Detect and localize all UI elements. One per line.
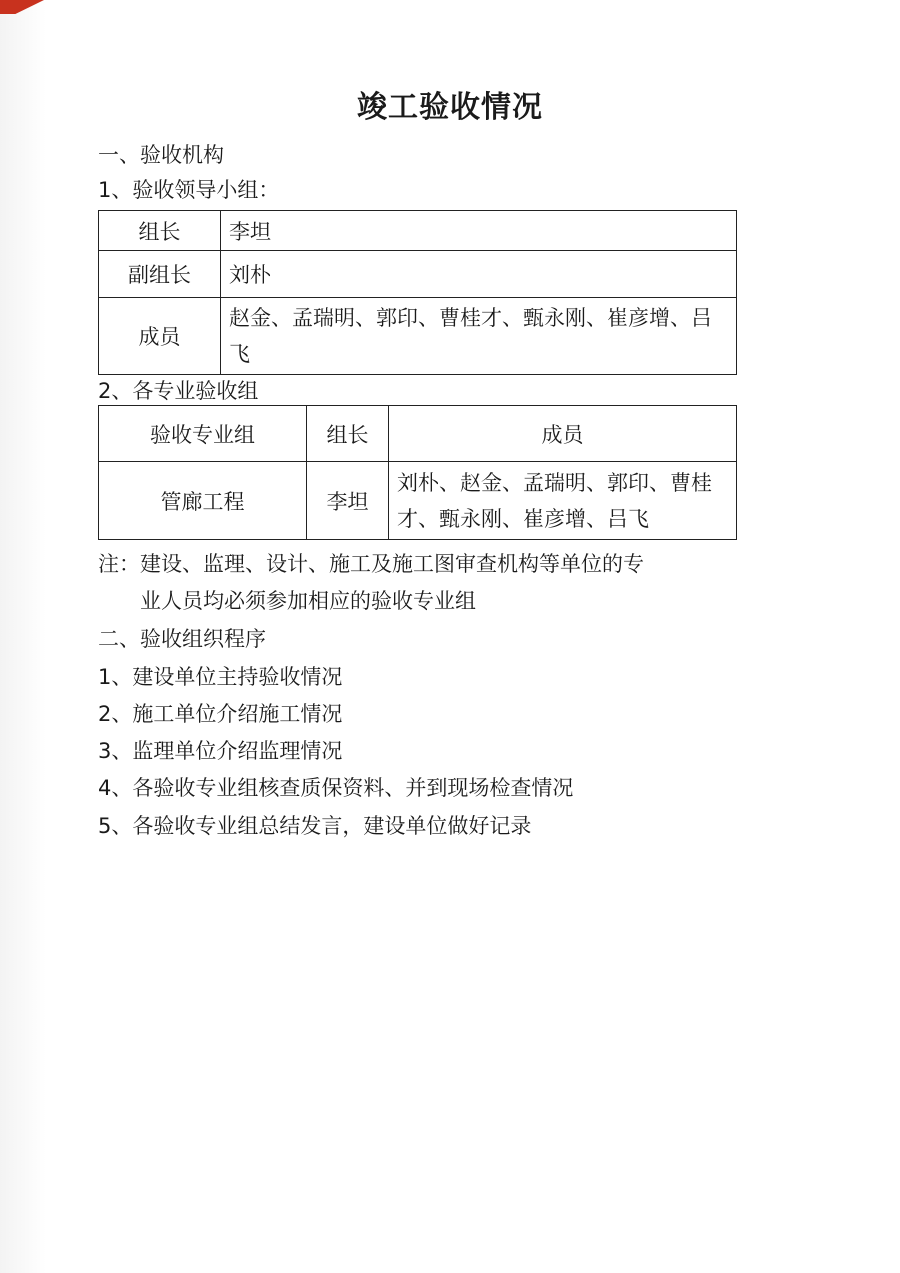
table-row — [99, 462, 737, 540]
names-cell: 李坦 — [221, 211, 737, 251]
note-line-1: 注：建设、监理、设计、施工及施工图审查机构等单位的专 — [98, 552, 644, 576]
leader-cell: 李坦 — [307, 462, 389, 540]
header-cell: 验收专业组 — [99, 406, 307, 462]
section1-heading: 一、验收机构 — [98, 143, 224, 167]
role-cell: 成员 — [99, 298, 221, 375]
page-title: 竣工验收情况 — [357, 90, 543, 125]
table-row — [99, 211, 737, 251]
procedure-step: 3、监理单位介绍监理情况 — [98, 739, 343, 763]
table-row — [99, 251, 737, 298]
scan-edge-shadow — [0, 0, 46, 1273]
header-cell: 成员 — [389, 406, 737, 462]
prof-group-heading: 2、各专业验收组 — [98, 379, 259, 403]
names-cell: 赵金、孟瑞明、郭印、曹桂才、甄永刚、崔彦增、吕飞 — [221, 298, 737, 375]
members-cell: 刘朴、赵金、孟瑞明、郭印、曹桂才、甄永刚、崔彦增、吕飞 — [389, 462, 737, 540]
prof-group-table — [98, 405, 737, 540]
role-cell: 副组长 — [99, 251, 221, 298]
table-row — [99, 298, 737, 375]
header-cell: 组长 — [307, 406, 389, 462]
table-header-row — [99, 406, 737, 462]
procedure-step: 4、各验收专业组核查质保资料、并到现场检查情况 — [98, 776, 574, 800]
procedure-step: 1、建设单位主持验收情况 — [98, 665, 343, 689]
names-cell: 刘朴 — [221, 251, 737, 298]
leader-group-heading: 1、验收领导小组： — [98, 178, 280, 202]
procedure-step: 5、各验收专业组总结发言，建设单位做好记录 — [98, 814, 532, 838]
procedure-step: 2、施工单位介绍施工情况 — [98, 702, 343, 726]
group-cell: 管廊工程 — [99, 462, 307, 540]
note-line-2: 业人员均必须参加相应的验收专业组 — [140, 589, 476, 613]
section2-heading: 二、验收组织程序 — [98, 627, 266, 651]
role-cell: 组长 — [99, 211, 221, 251]
leader-group-table — [98, 210, 737, 375]
